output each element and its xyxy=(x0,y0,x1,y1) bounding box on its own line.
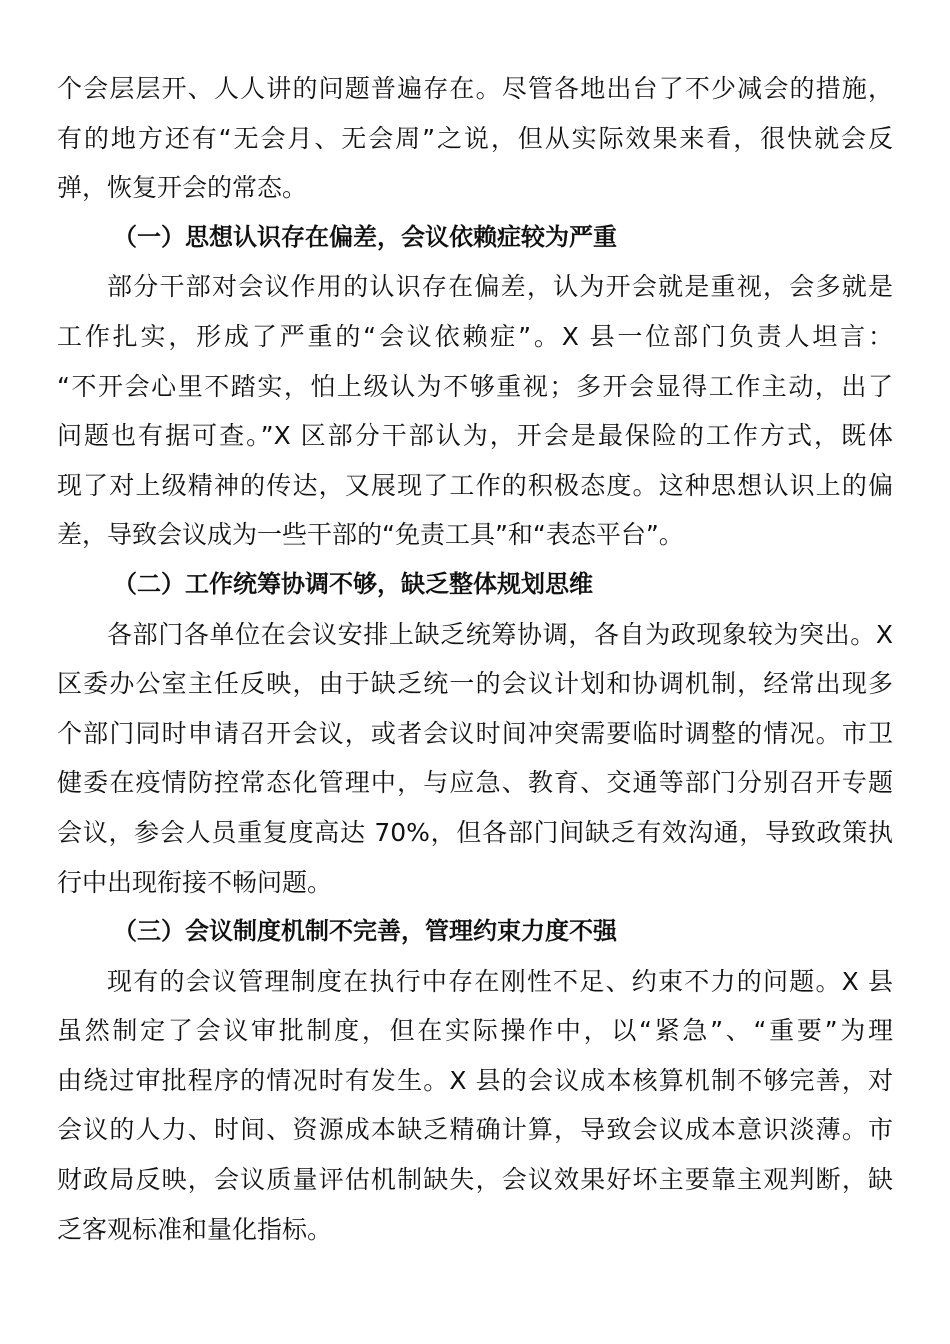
paragraph-line: 健委在疫情防控常态化管理中，与应急、教育、交通等部门分别召开专题 xyxy=(57,768,893,798)
paragraph-line: 现有的会议管理制度在执行中存在刚性不足、约束不力的问题。X 县 xyxy=(107,966,893,996)
document-page xyxy=(57,64,893,1254)
paragraph-line: “不开会心里不踏实，怕上级认为不够重视；多开会显得工作主动，出了 xyxy=(57,371,893,401)
paragraph-line: 现了对上级精神的传达，又展现了工作的积极态度。这种思想认识上的偏 xyxy=(57,470,893,500)
paragraph-line: 虽然制定了会议审批制度，但在实际操作中，以“紧急”、“重要”为理 xyxy=(57,1016,893,1046)
paragraph-line: 由绕过审批程序的情况时有发生。X 县的会议成本核算机制不够完善，对 xyxy=(57,1065,893,1095)
paragraph-line: 工作扎实，形成了严重的“会议依赖症”。X 县一位部门负责人坦言： xyxy=(57,321,893,351)
paragraph-line: 会议，参会人员重复度高达 70%，但各部门间缺乏有效沟通，导致政策执 xyxy=(57,817,893,847)
section-heading-3: （三）会议制度机制不完善，管理约束力度不强 xyxy=(113,917,617,946)
paragraph-line: 会议的人力、时间、资源成本缺乏精确计算，导致会议成本意识淡薄。市 xyxy=(57,1115,893,1145)
paragraph-line: 各部门各单位在会议安排上缺乏统筹协调，各自为政现象较为突出。X xyxy=(107,619,893,649)
paragraph-line: 区委办公室主任反映，由于缺乏统一的会议计划和协调机制，经常出现多 xyxy=(57,669,893,699)
paragraph-line: 问题也有据可查。”X 区部分干部认为，开会是最保险的工作方式，既体 xyxy=(57,421,893,451)
paragraph-line: 弹，恢复开会的常态。 xyxy=(57,173,308,203)
paragraph-line: 财政局反映，会议质量评估机制缺失，会议效果好坏主要靠主观判断，缺 xyxy=(57,1165,893,1195)
paragraph-line: 乏客观标准和量化指标。 xyxy=(57,1214,333,1244)
paragraph-line: 部分干部对会议作用的认识存在偏差，认为开会就是重视，会多就是 xyxy=(107,272,893,302)
paragraph-line: 有的地方还有“无会月、无会周”之说，但从实际效果来看，很快就会反 xyxy=(57,123,893,153)
paragraph-line: 行中出现衔接不畅问题。 xyxy=(57,867,333,897)
section-heading-1: （一）思想认识存在偏差，会议依赖症较为严重 xyxy=(113,222,617,251)
paragraph-line: 差，导致会议成为一些干部的“免责工具”和“表态平台”。 xyxy=(57,520,684,550)
paragraph-line: 个部门同时申请召开会议，或者会议时间冲突需要临时调整的情况。市卫 xyxy=(57,718,893,748)
paragraph-line: 个会层层开、人人讲的问题普遍存在。尽管各地出台了不少减会的措施， xyxy=(57,74,893,103)
section-heading-2: （二）工作统筹协调不够，缺乏整体规划思维 xyxy=(113,569,593,598)
